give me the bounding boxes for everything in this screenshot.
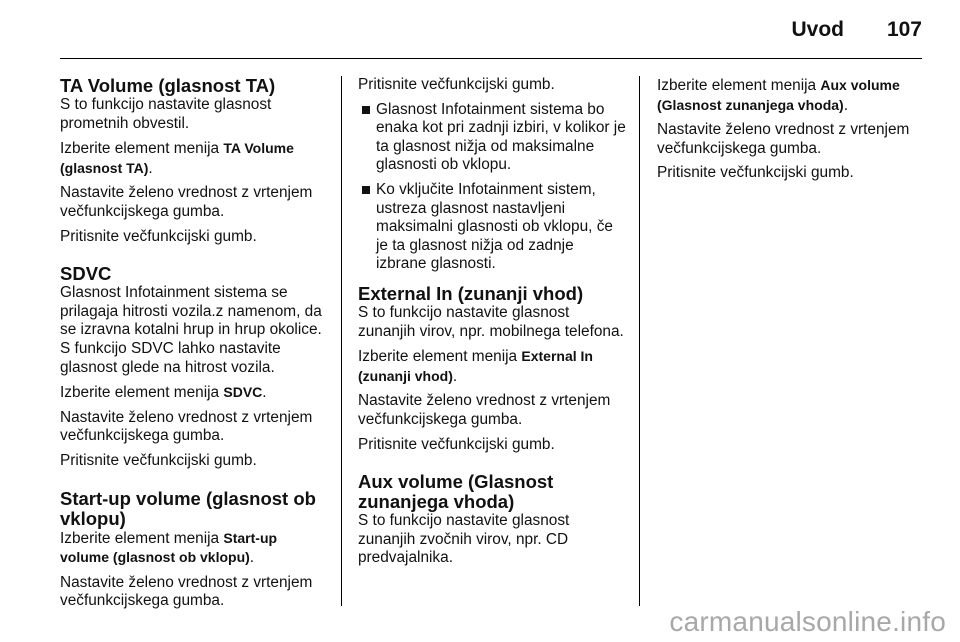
menu-instruction: Izberite element menija External In (zunanji vhod). [358,348,593,385]
paragraph: Pritisnite večfunkcijski gumb. [358,76,555,93]
section-heading-external-in: External In (zunanji vhod) [358,282,584,304]
paragraph: Pritisnite večfunkcijski gumb. [358,435,555,453]
paragraph: Pritisnite večfunkcijski gumb. [657,164,854,182]
bullet-list [358,101,626,274]
square-bullet-icon [362,106,370,114]
paragraph: S to funkcijo nastavite glasnost prometnih obvestil. [60,96,272,132]
column-left [60,76,328,617]
watermark: carmanualsonline.info [669,606,946,637]
section-heading-aux-volume: Aux volume (Glasnost zunanjega vhoda) [358,471,554,513]
section-heading-ta-volume: TA Volume (glasnost TA) [60,75,276,96]
paragraph: Pritisnite večfunkcijski gumb. [60,451,257,469]
paragraph: Nastavite želeno vrednost z vrtenjem večfunkcijskega gumba. [358,392,611,428]
paragraph: S to funkcijo nastavite glasnost zunanjih virov, npr. mobilnega telefona. [358,303,624,340]
menu-instruction: Izberite element menija Start-up volume (glasnost ob vklopu). [60,529,278,567]
column-divider [341,76,342,606]
column-right [657,76,927,189]
paragraph: S to funkcijo nastavite glasnost zunanjih zvočnih virov, npr. CD predvajalnika. [358,512,570,567]
square-bullet-icon [362,186,370,194]
section-heading-start-up-volume: Start-up volume (glasnost ob vklopu) [60,487,316,529]
paragraph: Pritisnite večfunkcijski gumb. [60,227,257,245]
page-number: 107 [886,18,922,41]
menu-item-name: External In (zunanji vhod) [358,348,593,384]
menu-item-name: SDVC [223,384,263,401]
paragraph: Nastavite želeno vrednost z vrtenjem večfunkcijskega gumba. [60,408,313,445]
column-middle [358,76,626,574]
list-item: Ko vključite Infotainment sistem, ustreza glasnost nastavljeni maksimalni glasnosti ob vklopu, če je ta glasnost nižja od zadnje izbrane glasnosti. [358,181,626,274]
menu-item-name: Aux volume (Glasnost zunanjega vhoda) [657,77,900,113]
list-item: Glasnost Infotainment sistema bo enaka kot pri zadnji izbiri, v kolikor je ta glasnost nižja od maksimalne glasnosti ob vklopu. [358,101,626,175]
column-divider [639,76,640,606]
menu-instruction: Izberite element menija Aux volume (Glasnost zunanjega vhoda). [657,77,900,114]
paragraph: Nastavite želeno vrednost z vrtenjem večfunkcijskega gumba. [60,573,313,610]
menu-item-name: Start-up volume (glasnost ob vklopu) [60,529,278,566]
menu-item-name: TA Volume (glasnost TA) [60,140,294,176]
paragraph: Nastavite želeno vrednost z vrtenjem večfunkcijskega gumba. [60,184,313,220]
menu-instruction: Izberite element menija TA Volume (glasnost TA). [60,140,294,177]
chapter-title: Uvod [791,18,844,41]
menu-instruction: Izberite element menija SDVC. [60,384,267,402]
section-heading-sdvc: SDVC [60,263,112,285]
paragraph: Nastavite želeno vrednost z vrtenjem večfunkcijskega gumba. [657,121,910,157]
paragraph: Glasnost Infotainment sistema se prilagaja hitrosti vozila.z namenom, da se izravna kotalni hrup in hrup okolice. S funkcijo SDVC lahko nastavite glasnost glede na hitrost vozila. [60,284,322,376]
page-header [60,0,922,59]
